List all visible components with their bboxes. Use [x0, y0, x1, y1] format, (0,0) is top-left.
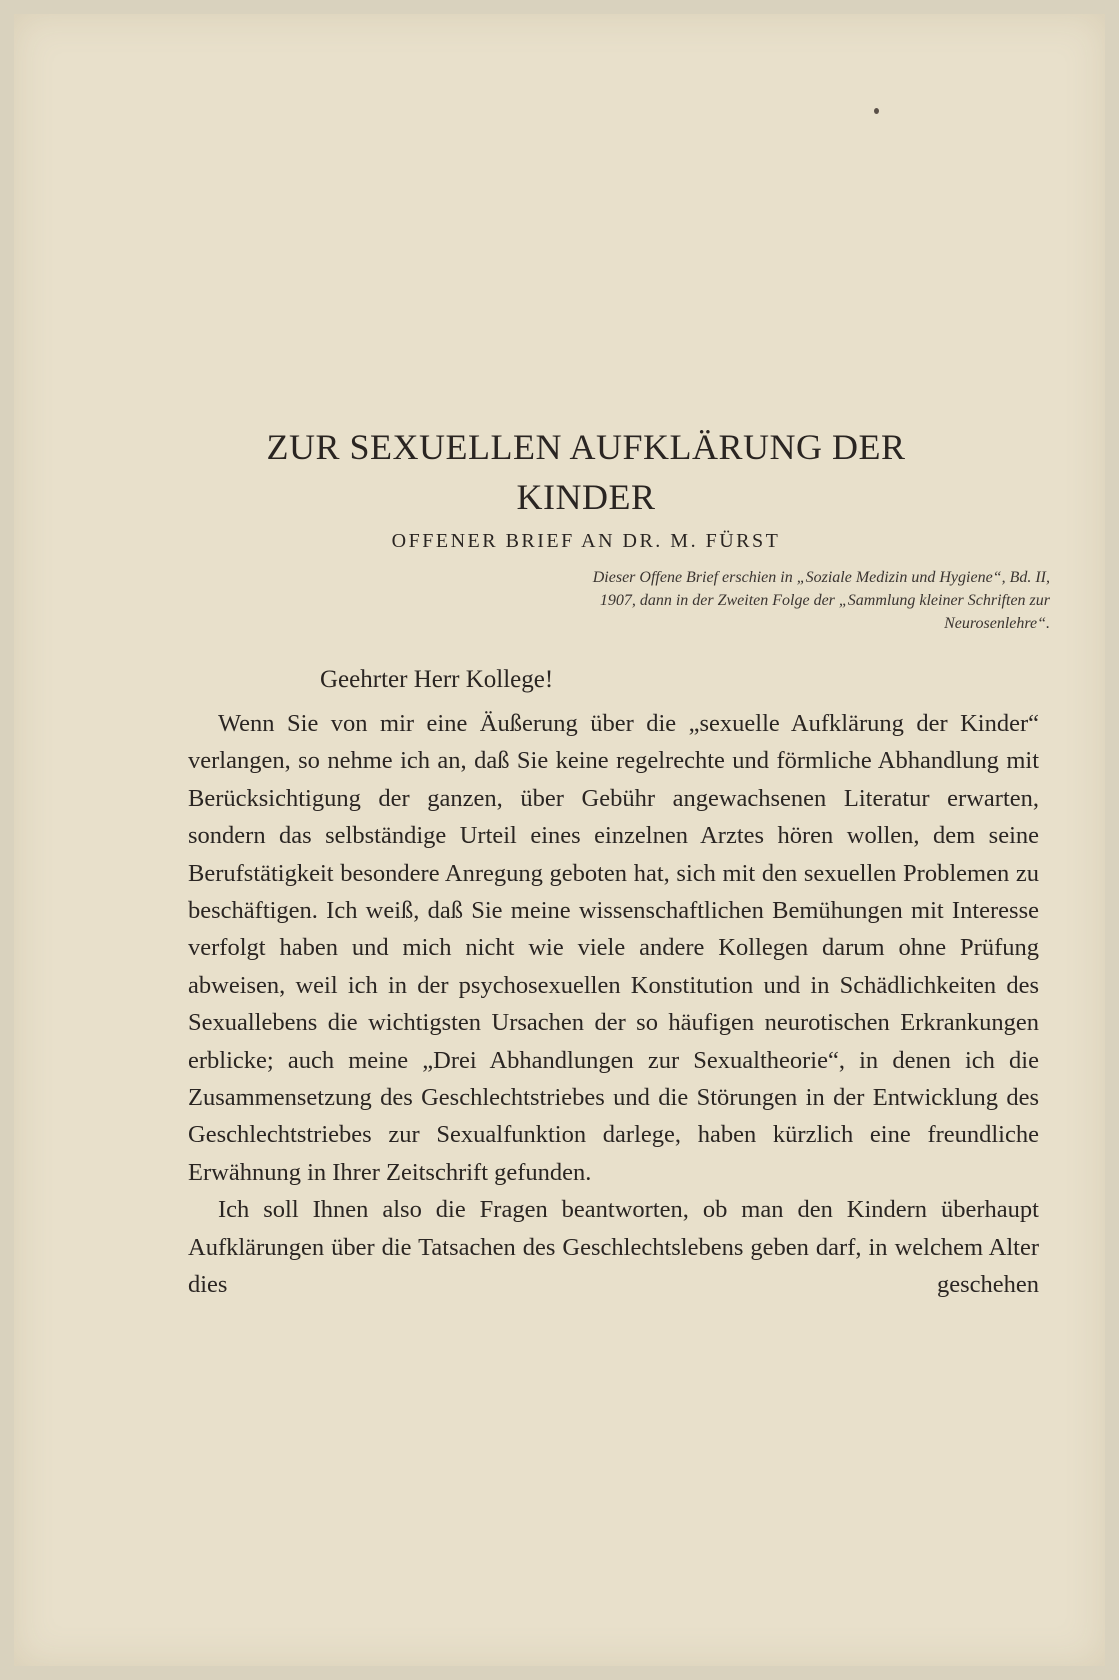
salutation: Geehrter Herr Kollege! [320, 666, 554, 693]
ink-speck [874, 108, 879, 114]
publication-note: Dieser Offene Brief erschien in „Soziale Medizin und Hygiene“, Bd. II, 1907, dann in der Zweiten Folge der „Sammlung kleiner Schriften zur Neurosenlehre“. [592, 569, 1050, 632]
letter-body [188, 705, 1039, 1304]
article-subtitle: OFFENER BRIEF AN DR. M. FÜRST [391, 530, 781, 552]
title-line-2: KINDER [516, 477, 656, 517]
paragraph-2: Ich soll Ihnen also die Fragen beantworten, ob man den Kindern überhaupt Aufklärungen über die Tatsachen des Geschlechtslebens geben darf, in welchem Alter dies geschehen [188, 1196, 1039, 1299]
title-line-1: ZUR SEXUELLEN AUFKLÄRUNG DER [266, 427, 906, 467]
paragraph-1: Wenn Sie von mir eine Äußerung über die „sexuelle Aufklärung der Kinder“ verlangen, so nehme ich an, daß Sie keine regelrechte und förmliche Abhandlung mit Berücksichtigung der ganzen, über Gebühr angewachsenen Literatur erwarten, sondern das selbständige Urteil eines einzelnen Arztes hören wollen, dem seine Berufstätigkeit besondere Anregung geboten hat, sich mit den sexuellen Problemen zu beschäftigen. Ich weiß, daß Sie meine wissenschaftlichen Bemühungen mit Interesse verfolgt haben und mich nicht wie viele andere Kollegen darum ohne Prüfung abweisen, weil ich in der psychosexuellen Konstitution und in Schädlichkeiten des Sexuallebens die wichtigsten Ursachen der so häufigen neurotischen Erkrankungen erblicke; auch meine „Drei Abhandlungen zur Sexualtheorie“, in denen ich die Zusammensetzung des Geschlechtstriebes und die Störungen in der Entwicklung des Geschlechtstriebes zur Sexualfunktion darlege, haben kürzlich eine freundliche Erwähnung in Ihrer Zeitschrift gefunden. [188, 710, 1039, 1186]
article-title [186, 422, 986, 522]
